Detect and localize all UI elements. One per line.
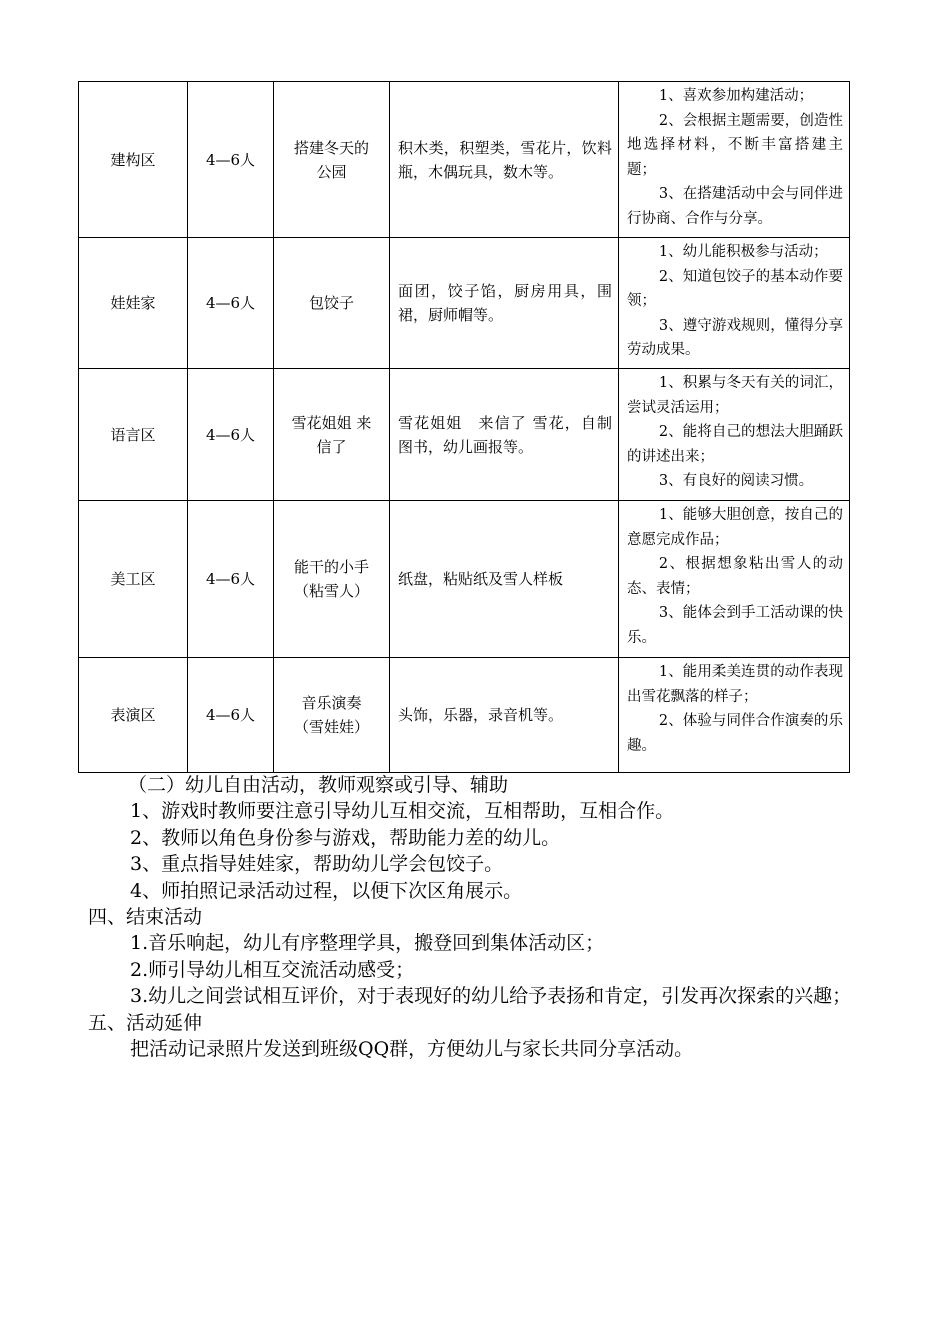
goal-item: 1、喜欢参加构建活动； [658, 88, 814, 104]
goal-item: 1、能用柔美连贯的动作表现出雪花飘落的样子； [627, 664, 843, 705]
list-item: 1.音乐响起，幼儿有序整理学具，搬登回到集体活动区； [130, 932, 605, 955]
goal-item: 2、能将自己的想法大胆踊跃的讲述出来； [627, 424, 843, 465]
list-item: 2.师引导幼儿相互交流活动感受； [130, 958, 415, 981]
goal-item: 2、会根据主题需要，创造性地选择材料，不断丰富搭建主题； [627, 112, 843, 178]
theme-line: 信了 [316, 437, 347, 456]
list-item: 4、师拍照记录活动过程，以便下次区角展示。 [130, 879, 523, 902]
area-name-cell: 表演区 [79, 658, 188, 773]
materials-cell: 雪花姐姐 来信了 雪花，自制图书，幼儿画报等。 [390, 369, 619, 501]
goals-cell [619, 369, 850, 501]
group-size-cell: 4—6人 [188, 658, 274, 773]
materials-cell: 积木类，积塑类，雪花片，饮料瓶，木偶玩具，数木等。 [390, 82, 619, 238]
theme-line: 包饺子 [308, 294, 354, 312]
table-row [79, 369, 850, 501]
goal-item: 3、在搭建活动中会与同伴进行协商、合作与分享。 [627, 186, 843, 227]
section-heading: 四、结束活动 [88, 906, 203, 929]
table-row [79, 501, 850, 658]
materials-cell: 纸盘，粘贴纸及雪人样板 [390, 501, 619, 658]
theme-cell [274, 658, 390, 773]
activity-area-table [78, 81, 850, 773]
goal-item: 2、根据想象粘出雪人的动态、表情； [627, 556, 843, 597]
list-item: 2、教师以角色身份参与游戏，帮助能力差的幼儿。 [130, 826, 561, 849]
theme-line: （雪娃娃） [293, 718, 369, 736]
group-size-cell: 4—6人 [188, 501, 274, 658]
area-name-cell: 娃娃家 [79, 238, 188, 369]
theme-line: 音乐演奏 [301, 694, 362, 712]
theme-cell [274, 501, 390, 658]
theme-cell [274, 238, 390, 369]
theme-line: 公园 [316, 162, 347, 181]
goals-cell [619, 658, 850, 773]
goal-item: 1、积累与冬天有关的词汇，尝试灵活运用； [627, 375, 843, 416]
table-row [79, 238, 850, 369]
table-row [79, 82, 850, 238]
goal-item: 2、知道包饺子的基本动作要领； [627, 268, 843, 310]
body-text [88, 772, 880, 1062]
materials-cell: 头饰，乐器，录音机等。 [390, 658, 619, 773]
theme-line: （粘雪人） [293, 582, 369, 600]
materials-cell: 面团，饺子馅，厨房用具，围裙，厨师帽等。 [390, 238, 619, 369]
goal-item: 1、能够大胆创意，按自己的意愿完成作品； [627, 507, 843, 548]
goal-item: 3、有良好的阅读习惯。 [658, 473, 814, 490]
theme-line: 雪花姐姐 来 [291, 413, 372, 432]
theme-line: 搭建冬天的 [293, 138, 369, 157]
group-size-cell: 4—6人 [188, 369, 274, 501]
list-item: 3、重点指导娃娃家，帮助幼儿学会包饺子。 [130, 853, 504, 876]
list-item: 3.幼儿之间尝试相互评价，对于表现好的幼儿给予表扬和肯定，引发再次探索的兴趣； [130, 985, 852, 1008]
theme-line: 能干的小手 [293, 558, 369, 576]
goal-item: 1、幼儿能积极参与活动； [658, 244, 828, 260]
section-heading: 五、活动延伸 [88, 1011, 203, 1034]
group-size-cell: 4—6人 [188, 238, 274, 369]
theme-cell [274, 82, 390, 238]
theme-cell [274, 369, 390, 501]
list-item: 1、游戏时教师要注意引导幼儿互相交流，互相帮助，互相合作。 [130, 800, 675, 823]
area-name-cell: 美工区 [79, 501, 188, 658]
goal-item: 3、能体会到手工活动课的快乐。 [627, 605, 843, 646]
section-heading: （二）幼儿自由活动，教师观察或引导、辅助 [128, 774, 509, 796]
group-size-cell: 4—6人 [188, 82, 274, 238]
goals-cell [619, 238, 850, 369]
area-name-cell: 语言区 [79, 369, 188, 501]
paragraph: 把活动记录照片发送到班级QQ群，方便幼儿与家长共同分享活动。 [130, 1038, 694, 1061]
goals-cell [619, 501, 850, 658]
goals-cell [619, 82, 850, 238]
goal-item: 2、体验与同伴合作演奏的乐趣。 [627, 713, 843, 754]
table-row [79, 658, 850, 773]
goal-item: 3、遵守游戏规则，懂得分享劳动成果。 [627, 317, 843, 359]
area-name-cell: 建构区 [79, 82, 188, 238]
